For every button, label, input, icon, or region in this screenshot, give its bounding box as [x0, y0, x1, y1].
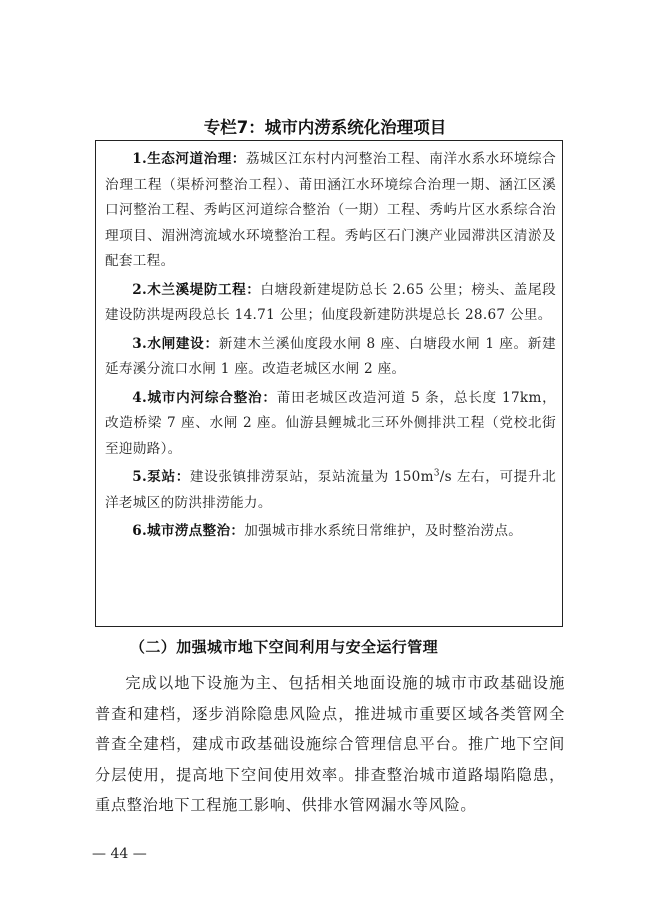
page-number: — 44 — — [92, 846, 147, 862]
project-item-waterlogging — [105, 519, 556, 545]
item-text-before: 建设张镇排涝泵站，泵站流量为 150m — [189, 469, 434, 485]
project-box — [95, 140, 563, 627]
project-item-ecological-river — [105, 147, 556, 275]
item-label: 2.木兰溪堤防工程： — [132, 281, 261, 298]
body-paragraph: 完成以地下设施为主、包括相关地面设施的城市市政基础设施普查和建档，逐步消除隐患风险点，推进城市重要区域各类管网全普查全建档，建成市政基础设施综合管理信息平台。推广地下空间分层使用，提高地下空间使用效率。排查整治城市道路塌陷隐患，重点整治地下工程施工影响、供排水管网漏水等风险。 — [95, 674, 565, 814]
item-label: 4.城市内河综合整治： — [132, 389, 277, 406]
item-text: 莆田老城区改造河道 5 条，总长度 17km，改造桥梁 7 座、水闸 2 座。仙游县鲤城北三环外侧排洪工程（党校北街至迎勋路）。 — [105, 389, 556, 457]
item-text: 新建木兰溪仙度段水闸 8 座、白塘段水闸 1 座。新建延寿溪分流口水闸 1 座。改造老城区水闸 2 座。 — [105, 335, 556, 377]
item-text-after: /s 左右，可提升北洋老城区的防洪排涝能力。 — [105, 469, 556, 511]
item-label: 1.生态河道治理： — [132, 151, 246, 167]
project-item-sluice — [105, 332, 556, 383]
item-text: 白塘段新建堤防总长 2.65 公里；榜头、盖尾段建设防洪堤两段总长 14.71 公里；仙度段新建防洪堤总长 28.67 公里。 — [105, 281, 556, 323]
superscript-3: 3 — [433, 468, 440, 479]
project-item-pump-station — [105, 465, 556, 516]
section-heading: （二）加强城市地下空间利用与安全运行管理 — [130, 638, 439, 656]
item-text: 荔城区江东村内河整治工程、南洋水系水环境综合治理工程（渠桥河整治工程）、莆田涵江水环境综合治理一期、涵江区溪口河整治工程、秀屿区河道综合整治（一期）工程、秀屿片区水系综合治理项目、湄洲湾流域水环境整治工程。秀屿区石门澳产业园滞洪区清淤及配套工程。 — [105, 151, 556, 269]
item-text: 加强城市排水系统日常维护，及时整治涝点。 — [244, 523, 523, 539]
item-label: 6.城市涝点整治： — [132, 523, 245, 539]
project-item-inner-river — [105, 386, 556, 463]
item-label: 3.水闸建设： — [132, 335, 219, 352]
item-label: 5.泵站： — [132, 469, 190, 485]
box-title: 专栏7：城市内涝系统化治理项目 — [203, 118, 447, 137]
project-item-mulan-levee — [105, 278, 556, 329]
